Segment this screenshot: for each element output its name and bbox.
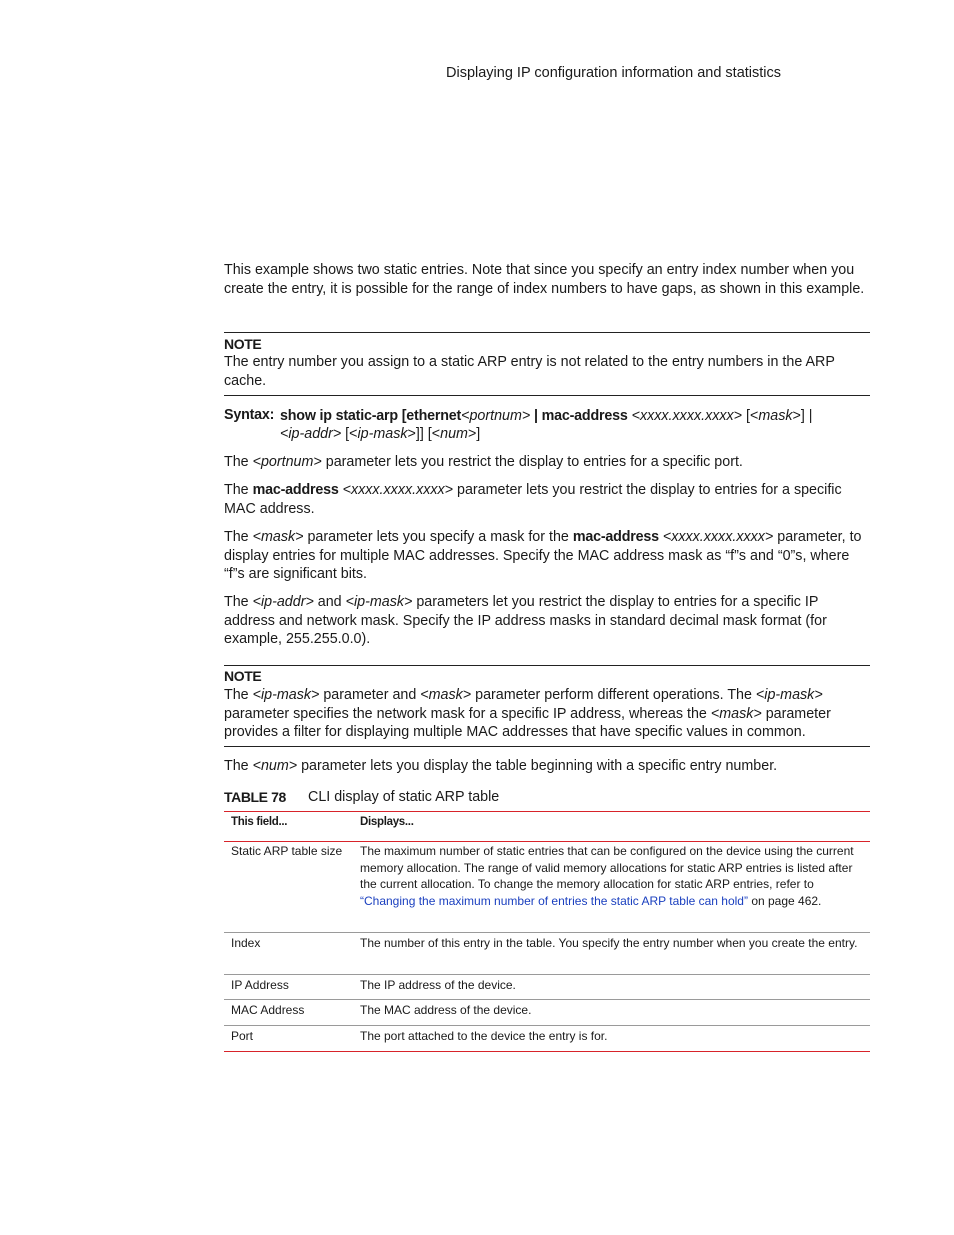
syntax-portnum: <portnum> xyxy=(461,408,531,424)
table-row-4-desc: The MAC address of the device. xyxy=(360,1003,532,1017)
note1-title: NOTE xyxy=(224,336,262,352)
syntax-open-mask: [< xyxy=(742,408,759,424)
note2-text: The <ip-mask> parameter and <mask> parameter perform different operations. The <ip-mask> parameter specifies the network mask for a specific IP address, whereas the <mask> parameter provides a filter for displaying multiple MAC addresses that have specific values in common. xyxy=(224,687,831,741)
running-header: Displaying IP configuration information and statistics xyxy=(446,65,782,81)
syntax-label: Syntax: xyxy=(224,407,275,423)
table-row-2-desc: The number of this entry in the table. You specify the entry number when you create the entry. xyxy=(360,936,858,950)
table-row-divider xyxy=(224,932,870,933)
table-row-5-field: Port xyxy=(231,1029,254,1043)
syntax-mac-param: <xxxx.xxxx.xxxx> xyxy=(631,408,743,424)
portnum-paragraph: The <portnum> parameter lets you restrict the display to entries for a specific port. xyxy=(224,454,743,470)
note2-top-rule xyxy=(224,665,870,666)
table-top-rule xyxy=(224,811,870,812)
cross-reference-link[interactable]: “Changing the maximum number of entries the static ARP table can hold” xyxy=(360,893,748,908)
num-paragraph: The <num> parameter lets you display the table beginning with a specific entry number. xyxy=(224,758,778,774)
note1-bottom-rule xyxy=(224,395,870,396)
mask-paragraph: The <mask> parameter lets you specify a mask for the mac-address <xxxx.xxxx.xxxx> parameter, to display entries for multiple MAC addresses. Specify the MAC address mask as “f”s and “0”s, where “f”s are significant bits. xyxy=(224,529,862,583)
syntax-num: num xyxy=(440,426,468,442)
table-row-3-desc: The IP address of the device. xyxy=(360,978,516,992)
mac-address-paragraph: The mac-address <xxxx.xxxx.xxxx> parameter lets you restrict the display to entries for a specific MAC address. xyxy=(224,482,842,517)
table-row-divider xyxy=(224,999,870,1000)
table-row-divider xyxy=(224,1025,870,1026)
table-row-2-field: Index xyxy=(231,936,261,950)
table-row-divider xyxy=(224,974,870,975)
table-bottom-rule xyxy=(224,1051,870,1052)
table-header-rule xyxy=(224,841,870,842)
table-row-3-field: IP Address xyxy=(231,978,289,992)
syntax-command: show ip static-arp [ethernet xyxy=(280,408,462,424)
syntax-ipmask: ip-mask xyxy=(357,426,408,442)
note1-top-rule xyxy=(224,332,870,333)
table-row-1-desc: The maximum number of static entries that can be configured on the device using the current memory allocation. The range of valid memory allocations for static ARP entries is listed after the current allocation. To change the memory allocation for static ARP entries, refer to “Changing the maximum number of entries the static ARP table can hold” on page 462. xyxy=(360,844,854,908)
note2-title: NOTE xyxy=(224,668,262,684)
syntax-close-num: >] xyxy=(467,426,481,442)
intro-paragraph: This example shows two static entries. Note that since you specify an entry index number when you create the entry, it is possible for the range of index numbers to have gaps, as shown in this example. xyxy=(224,262,865,297)
table-header-field: This field... xyxy=(231,816,288,828)
table-row-4-field: MAC Address xyxy=(231,1003,305,1017)
syntax-pipe: | xyxy=(530,408,542,424)
note1-text: The entry number you assign to a static ARP entry is not related to the entry numbers in the ARP cache. xyxy=(224,354,835,389)
table-row-5-desc: The port attached to the device the entry is for. xyxy=(360,1029,608,1043)
syntax-ipaddr: <ip-addr> xyxy=(280,426,342,442)
syntax-open-ipmask: [< xyxy=(341,426,358,442)
syntax-line-2 xyxy=(280,425,480,444)
syntax-line-1 xyxy=(280,407,813,426)
syntax-close-ipmask: >]] [< xyxy=(407,426,441,442)
table-title: CLI display of static ARP table xyxy=(308,789,500,805)
note2-bottom-rule xyxy=(224,746,870,747)
syntax-mask: mask xyxy=(758,408,793,424)
table-row-1-field: Static ARP table size xyxy=(231,844,343,858)
ip-addr-paragraph: The <ip-addr> and <ip-mask> parameters let you restrict the display to entries for a specific IP address and network mask. Specify the IP address masks in standard decimal mask format (for example, 255.255.0.0). xyxy=(224,594,827,648)
syntax-mac-keyword: mac-address xyxy=(541,408,628,424)
table-label: TABLE 78 xyxy=(224,789,286,805)
table-header-displays: Displays... xyxy=(360,816,414,828)
syntax-close-mask: >] | xyxy=(792,408,813,424)
